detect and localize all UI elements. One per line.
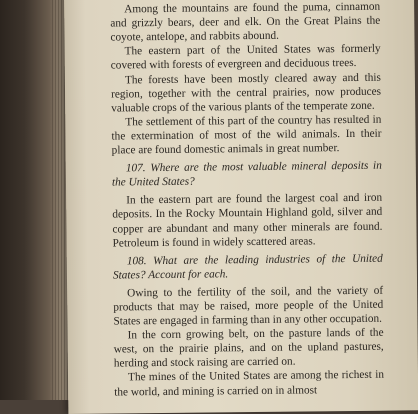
paragraph-farming: Owing to the fertility of the soil, and the variety of products that may be raised, more people of the United States are engaged in farming than in any other occupation. bbox=[113, 284, 384, 328]
question-108: 108. What are the leading industries of the United States? Account for each. bbox=[112, 252, 383, 282]
paragraph-mines: The mines of the United States are among the richest in the world, and mining is carried on in almost bbox=[114, 369, 385, 399]
question-107: 107. Where are the most valuable mineral deposits in the United States? bbox=[111, 159, 382, 189]
paragraph-forests-cleared: The forests have been mostly cleared away and this region, together with the central prairies, now produces valuable crops of the various plants of the temperate zone. bbox=[110, 71, 382, 115]
paragraph-minerals: In the eastern part are found the largest coal and iron deposits. In the Rocky Mountain Highland gold, silver and copper are abundant and many other minerals are found. Petroleum is found in widely scattered areas. bbox=[112, 191, 383, 250]
page-text bbox=[110, 0, 384, 399]
paragraph-mountain-animals: Among the mountains are found the puma, cinnamon and grizzly bears, deer and elk. On the Great Plains the coyote, antelope, and rabbits abound. bbox=[110, 0, 381, 44]
book-page bbox=[64, 0, 418, 414]
paragraph-eastern-forests: The eastern part of the United States was formerly covered with forests of evergreen and deciduous trees. bbox=[110, 43, 381, 72]
paragraph-herding: In the corn growing belt, on the pasture lands of the west, on the prairie plains, and on the upland pastures, herding and stock raising are carried on. bbox=[113, 326, 384, 370]
paragraph-settlement: The settlement of this part of the country has resulted in the extermination of most of the wild animals. In their place are found domestic animals in great number. bbox=[111, 113, 382, 157]
